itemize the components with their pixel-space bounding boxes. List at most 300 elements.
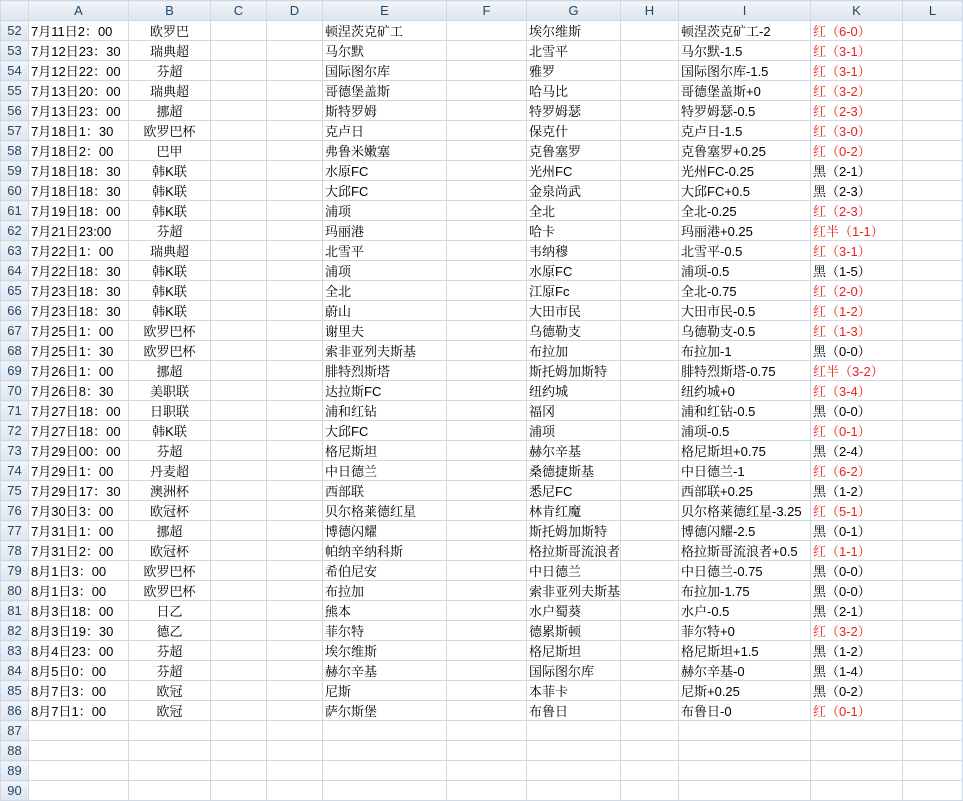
cell-date[interactable]: 7月22日18：30	[29, 261, 129, 281]
cell-away[interactable]: 斯托姆加斯特	[527, 361, 621, 381]
cell-pick[interactable]: 大田市民-0.5	[679, 301, 811, 321]
cell-c[interactable]	[211, 181, 267, 201]
column-header-b[interactable]: B	[129, 1, 211, 21]
cell-league[interactable]: 芬超	[129, 221, 211, 241]
cell-pick[interactable]: 格尼斯坦+0.75	[679, 441, 811, 461]
cell-pick[interactable]: 国际图尔库-1.5	[679, 61, 811, 81]
cell-l[interactable]	[903, 341, 963, 361]
cell-home[interactable]: 顿涅茨克矿工	[323, 21, 447, 41]
cell-result[interactable]: 黑（0-1）	[811, 521, 903, 541]
cell-home[interactable]: 菲尔特	[323, 621, 447, 641]
cell-h[interactable]	[621, 141, 679, 161]
cell-home[interactable]: 马尔默	[323, 41, 447, 61]
row-header[interactable]: 61	[1, 201, 29, 221]
cell-home[interactable]: 斯特罗姆	[323, 101, 447, 121]
table-row[interactable]	[1, 221, 963, 241]
cell-away[interactable]: 大田市民	[527, 301, 621, 321]
row-header[interactable]: 75	[1, 481, 29, 501]
row-header[interactable]: 77	[1, 521, 29, 541]
row-header[interactable]: 82	[1, 621, 29, 641]
cell-result[interactable]: 红（2-0）	[811, 281, 903, 301]
row-header[interactable]: 74	[1, 461, 29, 481]
row-header[interactable]: 76	[1, 501, 29, 521]
cell-d[interactable]	[267, 561, 323, 581]
cell-pick[interactable]: 贝尔格莱德红星-3.25	[679, 501, 811, 521]
cell-f[interactable]	[447, 641, 527, 661]
cell-pick[interactable]: 玛丽港+0.25	[679, 221, 811, 241]
cell-f[interactable]	[447, 501, 527, 521]
cell-league[interactable]: 欧罗巴杯	[129, 321, 211, 341]
cell-result[interactable]: 红（3-4）	[811, 381, 903, 401]
cell-result[interactable]	[811, 741, 903, 761]
cell-c[interactable]	[211, 701, 267, 721]
cell-result[interactable]: 黑（2-4）	[811, 441, 903, 461]
cell-date[interactable]: 7月29日1：00	[29, 461, 129, 481]
row-header[interactable]: 55	[1, 81, 29, 101]
cell-l[interactable]	[903, 321, 963, 341]
cell-f[interactable]	[447, 601, 527, 621]
row-header[interactable]: 59	[1, 161, 29, 181]
cell-l[interactable]	[903, 781, 963, 801]
cell-d[interactable]	[267, 481, 323, 501]
cell-d[interactable]	[267, 681, 323, 701]
table-row[interactable]	[1, 121, 963, 141]
table-row[interactable]	[1, 141, 963, 161]
cell-league[interactable]: 挪超	[129, 521, 211, 541]
cell-date[interactable]: 7月21日23:00	[29, 221, 129, 241]
table-row[interactable]	[1, 641, 963, 661]
cell-l[interactable]	[903, 481, 963, 501]
cell-f[interactable]	[447, 181, 527, 201]
cell-league[interactable]: 欧冠	[129, 701, 211, 721]
cell-f[interactable]	[447, 701, 527, 721]
cell-d[interactable]	[267, 301, 323, 321]
cell-result[interactable]: 红（0-2）	[811, 141, 903, 161]
column-header-g[interactable]: G	[527, 1, 621, 21]
cell-result[interactable]: 红（2-3）	[811, 101, 903, 121]
table-row[interactable]	[1, 381, 963, 401]
cell-h[interactable]	[621, 641, 679, 661]
row-header[interactable]: 69	[1, 361, 29, 381]
cell-d[interactable]	[267, 741, 323, 761]
cell-date[interactable]: 7月25日1：30	[29, 341, 129, 361]
table-row[interactable]	[1, 581, 963, 601]
cell-league[interactable]: 澳洲杯	[129, 481, 211, 501]
cell-date[interactable]: 8月1日3：00	[29, 581, 129, 601]
row-header[interactable]: 72	[1, 421, 29, 441]
cell-c[interactable]	[211, 201, 267, 221]
table-row[interactable]	[1, 761, 963, 781]
cell-league[interactable]: 芬超	[129, 641, 211, 661]
cell-home[interactable]: 博德闪耀	[323, 521, 447, 541]
cell-league[interactable]: 韩K联	[129, 201, 211, 221]
row-header[interactable]: 57	[1, 121, 29, 141]
cell-c[interactable]	[211, 381, 267, 401]
cell-away[interactable]: 江原Fc	[527, 281, 621, 301]
row-header[interactable]: 58	[1, 141, 29, 161]
table-row[interactable]	[1, 241, 963, 261]
cell-l[interactable]	[903, 601, 963, 621]
cell-league[interactable]: 瑞典超	[129, 41, 211, 61]
cell-f[interactable]	[447, 121, 527, 141]
cell-result[interactable]: 红（6-2）	[811, 461, 903, 481]
cell-away[interactable]: 布拉加	[527, 341, 621, 361]
row-header[interactable]: 85	[1, 681, 29, 701]
cell-home[interactable]: 大邱FC	[323, 181, 447, 201]
cell-date[interactable]: 8月4日23：00	[29, 641, 129, 661]
cell-pick[interactable]: 哥德堡盖斯+0	[679, 81, 811, 101]
cell-result[interactable]: 黑（0-0）	[811, 561, 903, 581]
cell-f[interactable]	[447, 141, 527, 161]
cell-result[interactable]: 红（0-1）	[811, 701, 903, 721]
cell-l[interactable]	[903, 581, 963, 601]
cell-pick[interactable]: 西部联+0.25	[679, 481, 811, 501]
cell-h[interactable]	[621, 781, 679, 801]
cell-d[interactable]	[267, 441, 323, 461]
cell-league[interactable]: 欧罗巴杯	[129, 581, 211, 601]
cell-home[interactable]: 克卢日	[323, 121, 447, 141]
cell-c[interactable]	[211, 401, 267, 421]
cell-away[interactable]: 林肯红魔	[527, 501, 621, 521]
column-header-f[interactable]: F	[447, 1, 527, 21]
table-row[interactable]	[1, 501, 963, 521]
cell-home[interactable]: 北雪平	[323, 241, 447, 261]
cell-pick[interactable]: 光州FC-0.25	[679, 161, 811, 181]
cell-d[interactable]	[267, 161, 323, 181]
table-row[interactable]	[1, 541, 963, 561]
cell-f[interactable]	[447, 741, 527, 761]
cell-pick[interactable]: 浦项-0.5	[679, 261, 811, 281]
worksheet-body[interactable]	[1, 21, 963, 801]
cell-date[interactable]: 8月1日3：00	[29, 561, 129, 581]
cell-pick[interactable]: 水户-0.5	[679, 601, 811, 621]
cell-league[interactable]: 韩K联	[129, 281, 211, 301]
cell-h[interactable]	[621, 461, 679, 481]
cell-result[interactable]: 红（3-2）	[811, 621, 903, 641]
cell-away[interactable]: 克鲁塞罗	[527, 141, 621, 161]
cell-f[interactable]	[447, 61, 527, 81]
cell-pick[interactable]: 北雪平-0.5	[679, 241, 811, 261]
table-row[interactable]	[1, 561, 963, 581]
cell-league[interactable]: 韩K联	[129, 301, 211, 321]
cell-f[interactable]	[447, 381, 527, 401]
table-row[interactable]	[1, 341, 963, 361]
cell-home[interactable]: 埃尔维斯	[323, 641, 447, 661]
cell-c[interactable]	[211, 641, 267, 661]
cell-home[interactable]: 萨尔斯堡	[323, 701, 447, 721]
cell-d[interactable]	[267, 401, 323, 421]
cell-date[interactable]: 7月29日17：30	[29, 481, 129, 501]
cell-h[interactable]	[621, 241, 679, 261]
cell-l[interactable]	[903, 641, 963, 661]
cell-h[interactable]	[621, 201, 679, 221]
cell-c[interactable]	[211, 421, 267, 441]
cell-home[interactable]: 希伯尼安	[323, 561, 447, 581]
cell-d[interactable]	[267, 781, 323, 801]
cell-f[interactable]	[447, 521, 527, 541]
cell-c[interactable]	[211, 221, 267, 241]
cell-date[interactable]: 7月23日18：30	[29, 281, 129, 301]
cell-f[interactable]	[447, 761, 527, 781]
table-row[interactable]	[1, 741, 963, 761]
table-row[interactable]	[1, 461, 963, 481]
cell-h[interactable]	[621, 581, 679, 601]
cell-c[interactable]	[211, 481, 267, 501]
cell-away[interactable]: 斯托姆加斯特	[527, 521, 621, 541]
cell-l[interactable]	[903, 381, 963, 401]
cell-h[interactable]	[621, 61, 679, 81]
table-row[interactable]	[1, 261, 963, 281]
cell-result[interactable]	[811, 721, 903, 741]
cell-date[interactable]: 7月12日22：00	[29, 61, 129, 81]
cell-league[interactable]: 美职联	[129, 381, 211, 401]
cell-result[interactable]: 红（1-3）	[811, 321, 903, 341]
row-header[interactable]: 54	[1, 61, 29, 81]
column-header-k[interactable]: L	[903, 1, 963, 21]
table-row[interactable]	[1, 361, 963, 381]
cell-league[interactable]: 欧罗巴	[129, 21, 211, 41]
cell-l[interactable]	[903, 101, 963, 121]
cell-result[interactable]: 黑（1-2）	[811, 481, 903, 501]
cell-home[interactable]: 尼斯	[323, 681, 447, 701]
cell-h[interactable]	[621, 541, 679, 561]
cell-league[interactable]	[129, 761, 211, 781]
cell-pick[interactable]: 特罗姆瑟-0.5	[679, 101, 811, 121]
cell-date[interactable]: 7月13日23：00	[29, 101, 129, 121]
cell-league[interactable]: 韩K联	[129, 261, 211, 281]
cell-h[interactable]	[621, 181, 679, 201]
cell-pick[interactable]: 布拉加-1.75	[679, 581, 811, 601]
cell-c[interactable]	[211, 741, 267, 761]
cell-league[interactable]: 欧冠杯	[129, 501, 211, 521]
cell-away[interactable]: 北雪平	[527, 41, 621, 61]
cell-away[interactable]	[527, 761, 621, 781]
cell-l[interactable]	[903, 661, 963, 681]
select-all-corner[interactable]	[1, 1, 29, 21]
row-header[interactable]: 70	[1, 381, 29, 401]
cell-f[interactable]	[447, 341, 527, 361]
cell-date[interactable]: 8月3日19：30	[29, 621, 129, 641]
cell-date[interactable]: 8月3日18：00	[29, 601, 129, 621]
cell-away[interactable]: 保克什	[527, 121, 621, 141]
cell-c[interactable]	[211, 541, 267, 561]
cell-home[interactable]: 达拉斯FC	[323, 381, 447, 401]
cell-date[interactable]: 7月23日18：30	[29, 301, 129, 321]
cell-league[interactable]: 欧罗巴杯	[129, 121, 211, 141]
cell-pick[interactable]: 格尼斯坦+1.5	[679, 641, 811, 661]
row-header[interactable]: 88	[1, 741, 29, 761]
column-header-i[interactable]: I	[679, 1, 811, 21]
cell-result[interactable]: 红（3-1）	[811, 241, 903, 261]
cell-date[interactable]: 7月13日20：00	[29, 81, 129, 101]
column-header-d[interactable]: D	[267, 1, 323, 21]
cell-home[interactable]: 哥德堡盖斯	[323, 81, 447, 101]
cell-d[interactable]	[267, 701, 323, 721]
row-header[interactable]: 87	[1, 721, 29, 741]
cell-result[interactable]: 红（0-1）	[811, 421, 903, 441]
cell-f[interactable]	[447, 661, 527, 681]
cell-c[interactable]	[211, 241, 267, 261]
row-header[interactable]: 71	[1, 401, 29, 421]
table-row[interactable]	[1, 201, 963, 221]
cell-l[interactable]	[903, 501, 963, 521]
cell-f[interactable]	[447, 161, 527, 181]
cell-home[interactable]: 浦项	[323, 201, 447, 221]
cell-away[interactable]: 桑德捷斯基	[527, 461, 621, 481]
cell-home[interactable]	[323, 761, 447, 781]
cell-f[interactable]	[447, 201, 527, 221]
cell-result[interactable]	[811, 781, 903, 801]
cell-away[interactable]: 金泉尚武	[527, 181, 621, 201]
cell-h[interactable]	[621, 401, 679, 421]
cell-date[interactable]: 7月26日8：30	[29, 381, 129, 401]
cell-l[interactable]	[903, 161, 963, 181]
row-header[interactable]: 64	[1, 261, 29, 281]
cell-away[interactable]: 埃尔维斯	[527, 21, 621, 41]
cell-date[interactable]: 7月30日3：00	[29, 501, 129, 521]
cell-date[interactable]	[29, 781, 129, 801]
cell-league[interactable]: 巴甲	[129, 141, 211, 161]
row-header[interactable]: 67	[1, 321, 29, 341]
cell-league[interactable]	[129, 741, 211, 761]
cell-pick[interactable]: 纽约城+0	[679, 381, 811, 401]
cell-date[interactable]: 7月26日1：00	[29, 361, 129, 381]
table-row[interactable]	[1, 661, 963, 681]
cell-c[interactable]	[211, 621, 267, 641]
cell-h[interactable]	[621, 21, 679, 41]
cell-d[interactable]	[267, 461, 323, 481]
cell-l[interactable]	[903, 441, 963, 461]
table-row[interactable]	[1, 481, 963, 501]
cell-date[interactable]: 7月27日18：00	[29, 421, 129, 441]
cell-f[interactable]	[447, 581, 527, 601]
cell-d[interactable]	[267, 141, 323, 161]
cell-l[interactable]	[903, 261, 963, 281]
table-row[interactable]	[1, 161, 963, 181]
cell-d[interactable]	[267, 601, 323, 621]
cell-result[interactable]: 红（3-2）	[811, 81, 903, 101]
cell-result[interactable]: 黑（2-1）	[811, 601, 903, 621]
cell-h[interactable]	[621, 261, 679, 281]
cell-l[interactable]	[903, 701, 963, 721]
row-header[interactable]: 90	[1, 781, 29, 801]
cell-league[interactable]: 挪超	[129, 361, 211, 381]
cell-pick[interactable]: 格拉斯哥流浪者+0.5	[679, 541, 811, 561]
table-row[interactable]	[1, 321, 963, 341]
cell-d[interactable]	[267, 361, 323, 381]
cell-f[interactable]	[447, 481, 527, 501]
cell-pick[interactable]	[679, 721, 811, 741]
row-header[interactable]: 73	[1, 441, 29, 461]
cell-away[interactable]: 悉尼FC	[527, 481, 621, 501]
cell-d[interactable]	[267, 501, 323, 521]
cell-h[interactable]	[621, 41, 679, 61]
cell-c[interactable]	[211, 161, 267, 181]
cell-l[interactable]	[903, 21, 963, 41]
cell-home[interactable]: 全北	[323, 281, 447, 301]
cell-c[interactable]	[211, 61, 267, 81]
cell-league[interactable]: 韩K联	[129, 161, 211, 181]
row-header[interactable]: 81	[1, 601, 29, 621]
column-header-e[interactable]: E	[323, 1, 447, 21]
cell-home[interactable]: 腓特烈斯塔	[323, 361, 447, 381]
cell-home[interactable]: 贝尔格莱德红星	[323, 501, 447, 521]
cell-h[interactable]	[621, 421, 679, 441]
cell-home[interactable]: 蔚山	[323, 301, 447, 321]
cell-f[interactable]	[447, 541, 527, 561]
cell-d[interactable]	[267, 581, 323, 601]
cell-result[interactable]: 红（2-3）	[811, 201, 903, 221]
cell-c[interactable]	[211, 81, 267, 101]
cell-away[interactable]: 格拉斯哥流浪者	[527, 541, 621, 561]
cell-result[interactable]: 红半（1-1）	[811, 221, 903, 241]
cell-league[interactable]: 芬超	[129, 61, 211, 81]
cell-l[interactable]	[903, 201, 963, 221]
cell-home[interactable]: 中日德兰	[323, 461, 447, 481]
table-row[interactable]	[1, 21, 963, 41]
cell-away[interactable]: 全北	[527, 201, 621, 221]
cell-l[interactable]	[903, 741, 963, 761]
cell-c[interactable]	[211, 721, 267, 741]
cell-l[interactable]	[903, 361, 963, 381]
cell-result[interactable]: 黑（0-2）	[811, 681, 903, 701]
cell-l[interactable]	[903, 301, 963, 321]
table-row[interactable]	[1, 721, 963, 741]
column-header-c[interactable]: C	[211, 1, 267, 21]
cell-c[interactable]	[211, 101, 267, 121]
cell-date[interactable]	[29, 761, 129, 781]
cell-f[interactable]	[447, 781, 527, 801]
cell-d[interactable]	[267, 221, 323, 241]
cell-h[interactable]	[621, 481, 679, 501]
cell-d[interactable]	[267, 321, 323, 341]
cell-f[interactable]	[447, 681, 527, 701]
cell-pick[interactable]: 博德闪耀-2.5	[679, 521, 811, 541]
cell-pick[interactable]: 全北-0.75	[679, 281, 811, 301]
cell-result[interactable]: 黑（1-5）	[811, 261, 903, 281]
row-header[interactable]: 62	[1, 221, 29, 241]
cell-d[interactable]	[267, 661, 323, 681]
cell-league[interactable]: 丹麦超	[129, 461, 211, 481]
cell-f[interactable]	[447, 361, 527, 381]
cell-h[interactable]	[621, 501, 679, 521]
cell-league[interactable]: 韩K联	[129, 181, 211, 201]
cell-home[interactable]: 国际图尔库	[323, 61, 447, 81]
cell-home[interactable]	[323, 721, 447, 741]
cell-away[interactable]: 德累斯顿	[527, 621, 621, 641]
cell-h[interactable]	[621, 661, 679, 681]
cell-date[interactable]: 7月29日00：00	[29, 441, 129, 461]
cell-l[interactable]	[903, 281, 963, 301]
table-row[interactable]	[1, 61, 963, 81]
cell-l[interactable]	[903, 241, 963, 261]
cell-c[interactable]	[211, 341, 267, 361]
cell-f[interactable]	[447, 241, 527, 261]
cell-d[interactable]	[267, 281, 323, 301]
table-row[interactable]	[1, 81, 963, 101]
table-row[interactable]	[1, 701, 963, 721]
cell-d[interactable]	[267, 761, 323, 781]
table-row[interactable]	[1, 401, 963, 421]
cell-h[interactable]	[621, 761, 679, 781]
cell-pick[interactable]: 大邱FC+0.5	[679, 181, 811, 201]
cell-date[interactable]: 7月22日1：00	[29, 241, 129, 261]
cell-d[interactable]	[267, 421, 323, 441]
cell-d[interactable]	[267, 181, 323, 201]
cell-h[interactable]	[621, 161, 679, 181]
column-header-a[interactable]: A	[29, 1, 129, 21]
table-row[interactable]	[1, 781, 963, 801]
